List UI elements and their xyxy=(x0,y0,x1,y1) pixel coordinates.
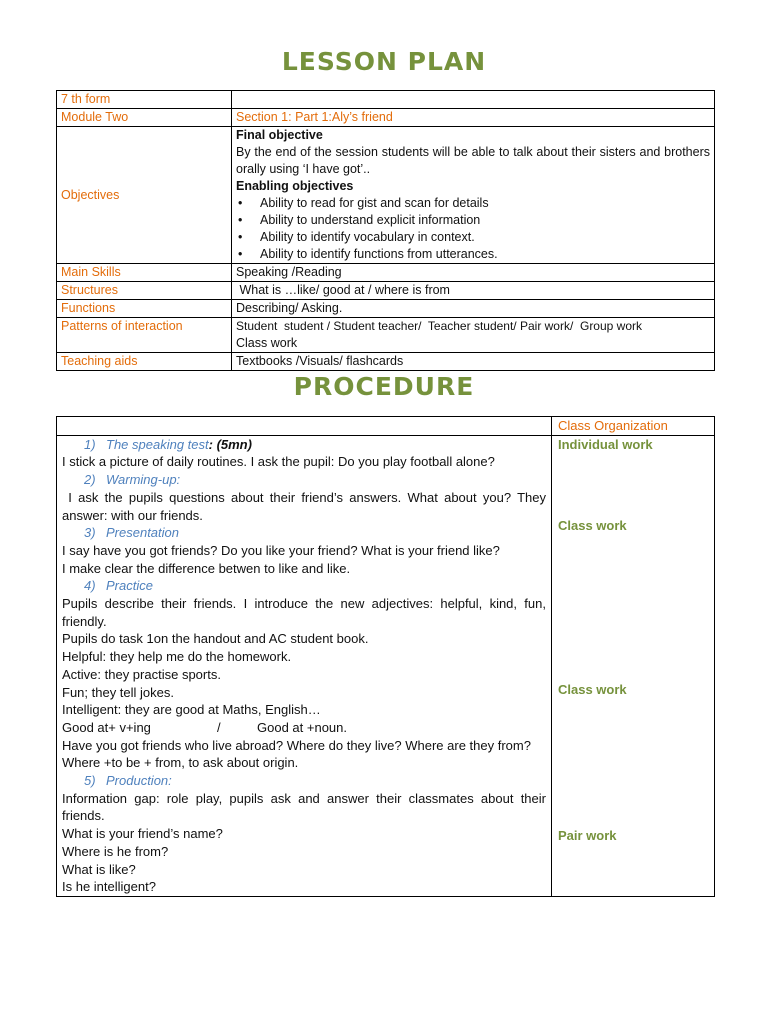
step-text: Helpful: they help me do the homework. xyxy=(62,649,292,665)
step-text: Pupils describe their friends. I introduce the new adjectives: helpful, kind, fun, friendly. xyxy=(62,596,546,629)
organization-label: Individual work xyxy=(558,436,653,452)
table-row xyxy=(57,318,715,353)
step-text: Active: they practise sports. xyxy=(62,666,221,682)
step-text: I say have you got friends? Do you like your friend? What is your friend like? xyxy=(62,542,500,558)
step-text: I ask the pupils questions about their friend’s answers. What about you? They answer: with our friends. xyxy=(62,489,550,523)
step-text: Where +to be + from, to ask about origin. xyxy=(62,755,299,771)
form-label: 7 th form xyxy=(57,91,232,109)
table-row xyxy=(57,282,715,300)
step-text: Have you got friends who live abroad? Where do they live? Where are they from? xyxy=(62,737,531,753)
step-text: Fun; they tell jokes. xyxy=(62,684,174,700)
functions-label: Functions xyxy=(57,300,232,318)
table-row xyxy=(57,300,715,318)
step-text: Where is he from? xyxy=(62,843,169,859)
list-item: • Ability to understand explicit information xyxy=(260,212,710,229)
patterns-line-2: Class work xyxy=(236,336,298,350)
step-text: I stick a picture of daily routines. I ask the pupil: Do you play football alone? xyxy=(62,454,495,470)
structures-label: Structures xyxy=(57,282,232,300)
table-row xyxy=(57,264,715,282)
lesson-info-table xyxy=(56,90,715,371)
final-objective-label: Final objective xyxy=(236,128,323,142)
table-row xyxy=(57,417,715,436)
class-organization-cell xyxy=(552,435,715,896)
list-item: • Ability to read for gist and scan for details xyxy=(260,195,710,212)
step-text: What is like? xyxy=(62,861,136,877)
patterns-label: Patterns of interaction xyxy=(57,318,232,353)
step-heading: 1) The speaking test: (5mn) xyxy=(84,436,252,452)
step-text: What is your friend’s name? xyxy=(62,826,223,842)
objectives-label: Objectives xyxy=(57,127,232,264)
step-text: Intelligent: they are good at Maths, English… xyxy=(62,702,321,718)
list-item: • Ability to identify functions from utterances. xyxy=(260,246,710,263)
aids-value: Textbooks /Visuals/ flashcards xyxy=(232,353,715,371)
patterns-line-1: Student student / Student teacher/ Teacher student/ Pair work/ Group work xyxy=(236,319,643,333)
organization-label: Class work xyxy=(558,681,627,697)
step-text: Is he intelligent? xyxy=(62,879,156,895)
skills-label: Main Skills xyxy=(57,264,232,282)
structures-value: What is …like/ good at / where is from xyxy=(232,282,715,300)
table-row xyxy=(57,91,715,109)
module-label: Module Two xyxy=(57,109,232,127)
procedure-steps xyxy=(57,435,552,896)
step-heading: 4) Practice xyxy=(84,578,153,594)
skills-value: Speaking /Reading xyxy=(232,264,715,282)
step-text: Good at+ v+ing / Good at +noun. xyxy=(62,719,347,735)
aids-label: Teaching aids xyxy=(57,353,232,371)
table-row xyxy=(57,435,715,896)
organization-label: Class work xyxy=(558,517,627,533)
section-value: Section 1: Part 1:Aly’s friend xyxy=(232,109,715,127)
organization-label: Pair work xyxy=(558,827,617,843)
objectives-cell xyxy=(232,127,715,264)
patterns-value xyxy=(232,318,715,353)
class-organization-header: Class Organization xyxy=(552,417,715,436)
list-item: • Ability to identify vocabulary in context. xyxy=(260,229,710,246)
table-row xyxy=(57,353,715,371)
procedure-table xyxy=(56,416,715,897)
step-heading: 2) Warming-up: xyxy=(84,472,181,488)
functions-value: Describing/ Asking. xyxy=(232,300,715,318)
step-text: I make clear the difference betwen to like and like. xyxy=(62,560,351,576)
enabling-objectives-list xyxy=(236,195,710,263)
step-heading: 5) Production: xyxy=(84,773,172,789)
step-heading: 3) Presentation xyxy=(84,525,179,541)
step-text: Information gap: role play, pupils ask and answer their classmates about their friends. xyxy=(62,790,546,824)
enabling-objectives-label: Enabling objectives xyxy=(236,179,354,193)
page-title: LESSON PLAN xyxy=(281,47,487,76)
final-objective-text: By the end of the session students will be able to talk about their sisters and brothers orally using ‘I have got’.. xyxy=(236,145,710,176)
table-row xyxy=(57,109,715,127)
step-text: Pupils do task 1on the handout and AC student book. xyxy=(62,631,369,647)
procedure-title: PROCEDURE xyxy=(293,372,475,401)
table-row xyxy=(57,127,715,264)
